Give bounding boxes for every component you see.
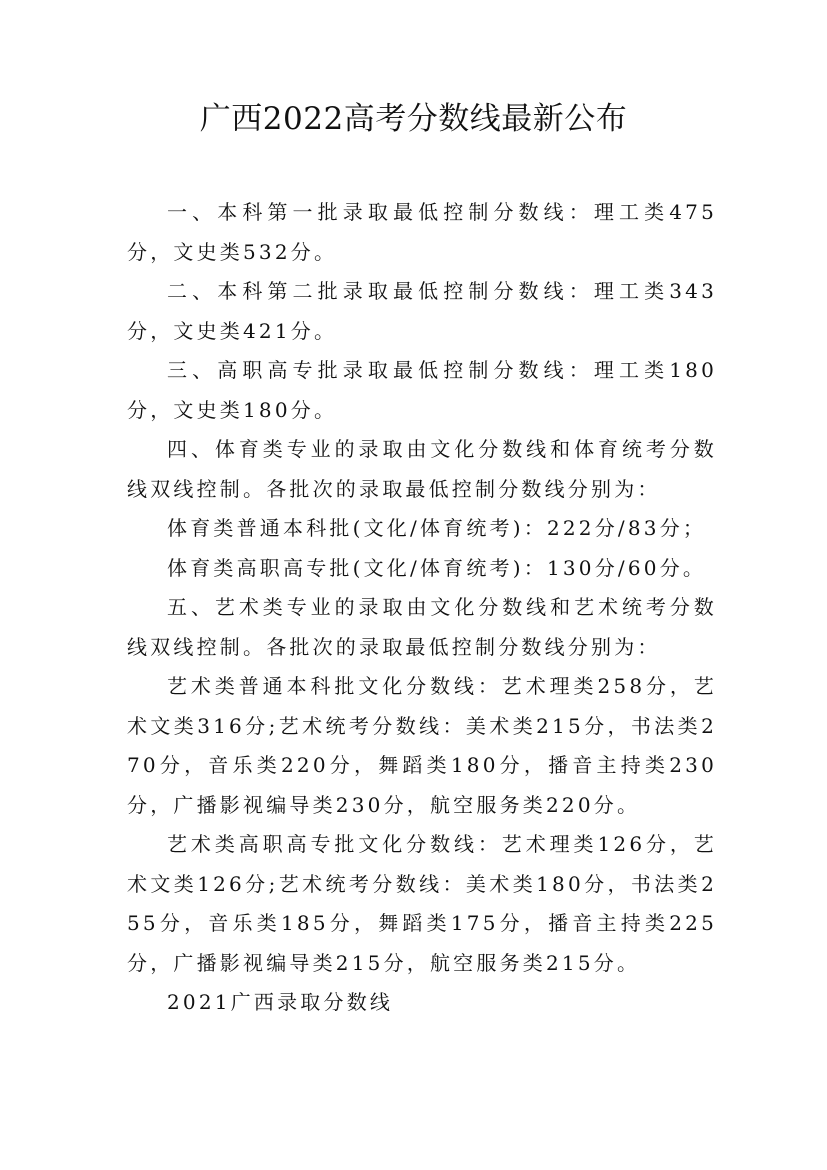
paragraph-batch-one: 一、本科第一批录取最低控制分数线：理工类475分，文史类532分。 xyxy=(127,200,717,264)
paragraph-sports-undergraduate: 体育类普通本科批(文化/体育统考)：222分/83分； xyxy=(167,516,707,540)
paragraph-arts-undergraduate: 艺术类普通本科批文化分数线：艺术理类258分，艺术文类316分;艺术统考分数线：美术类215分，书法类270分，音乐类220分，舞蹈类180分，播音主持类230分，广播影视编导类230分，航空服务类220分。 xyxy=(127,674,717,817)
paragraph-batch-two: 二、本科第二批录取最低控制分数线：理工类343分，文史类421分。 xyxy=(127,279,717,343)
paragraph-2021-heading: 2021广西录取分数线 xyxy=(167,990,394,1014)
paragraph-arts-vocational: 艺术类高职高专批文化分数线：艺术理类126分，艺术文类126分;艺术统考分数线：美术类180分，书法类255分，音乐类185分，舞蹈类175分，播音主持类225分，广播影视编导类215分，航空服务类215分。 xyxy=(127,832,717,975)
paragraph-vocational-batch: 三、高职高专批录取最低控制分数线：理工类180分，文史类180分。 xyxy=(127,358,717,422)
paragraph-sports-vocational: 体育类高职高专批(文化/体育统考)：130分/60分。 xyxy=(167,555,707,580)
document-body xyxy=(127,193,717,1023)
document-title: 广西2022高考分数线最新公布 xyxy=(199,101,628,137)
paragraph-sports-intro: 四、体育类专业的录取由文化分数线和体育统考分数线双线控制。各批次的录取最低控制分数线分别为： xyxy=(127,437,717,501)
paragraph-arts-intro: 五、艺术类专业的录取由文化分数线和艺术统考分数线双线控制。各批次的录取最低控制分数线分别为： xyxy=(127,595,717,659)
